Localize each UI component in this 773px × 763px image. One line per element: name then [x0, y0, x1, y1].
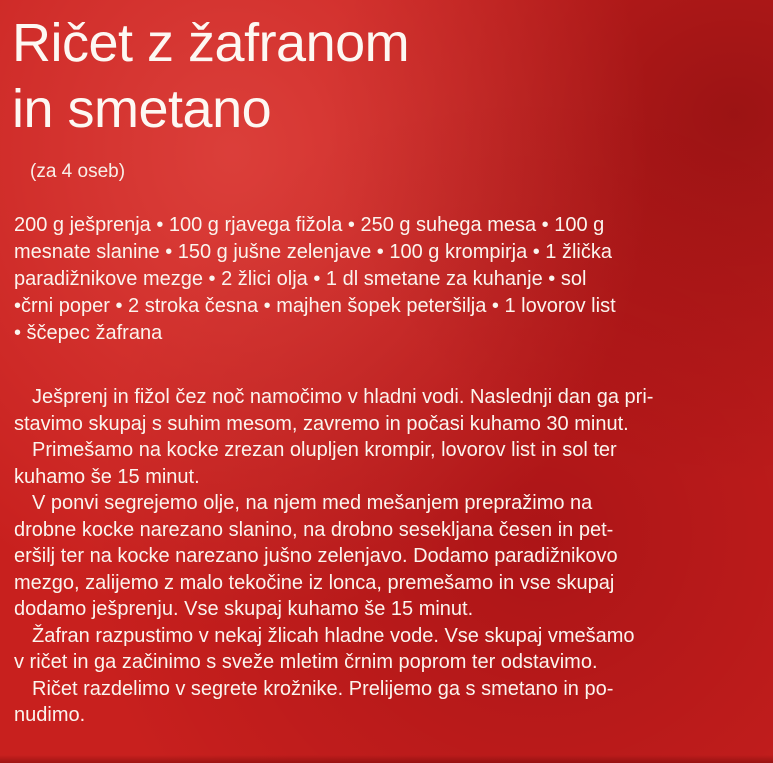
method-line: Ričet razdelimo v segrete krožnike. Prelijemo ga s smetano in po-: [32, 677, 614, 700]
ingredients-line: paradižnikove mezge • 2 žlici olja • 1 dl smetane za kuhanje • sol: [14, 268, 587, 290]
method-line: Ješprenj in fižol čez noč namočimo v hladni vodi. Naslednji dan ga pri-: [32, 386, 654, 408]
ingredients-line: •črni poper • 2 stroka česna • majhen šopek peteršilja • 1 lovorov list: [14, 295, 616, 317]
method-line: mezgo, zalijemo z malo tekočine iz lonca, premešamo in vse skupaj: [14, 571, 615, 594]
ingredients-list: [14, 212, 766, 347]
recipe-title-line: Ričet z žafranom: [12, 13, 410, 73]
ingredients-line: 200 g ješprenja • 100 g rjavega fižola • 250 g suhega mesa • 100 g: [14, 214, 605, 236]
method-line: v ričet in ga začinimo s sveže mletim črnim poprom ter odstavimo.: [14, 651, 598, 673]
method-line: eršilj ter na kocke narezano jušno zelenjavo. Dodamo paradižnikovo: [14, 545, 618, 567]
paper-edge-shade: [0, 755, 773, 763]
ingredients-line: • ščepec žafrana: [14, 322, 163, 344]
method-line: dodamo ješprenju. Vse skupaj kuhamo še 15 minut.: [14, 598, 474, 620]
method-line: drobne kocke narezano slanino, na drobno sesekljana česen in pet-: [14, 518, 614, 541]
method-text: [14, 384, 766, 729]
method-line: Primešamo na kocke zrezan olupljen krompir, lovorov list in sol ter: [32, 439, 617, 461]
method-line: V ponvi segrejemo olje, na njem med mešanjem prepražimo na: [32, 492, 593, 514]
ingredients-line: mesnate slanine • 150 g jušne zelenjave • 100 g krompirja • 1 žlička: [14, 241, 612, 263]
serving-size: (za 4 oseb): [30, 161, 126, 182]
method-line: stavimo skupaj s suhim mesom, zavremo in počasi kuhamo 30 minut.: [14, 412, 629, 435]
method-line: kuhamo še 15 minut.: [14, 465, 200, 488]
method-line: Žafran razpustimo v nekaj žlicah hladne vode. Vse skupaj vmešamo: [32, 624, 635, 647]
recipe-title: [12, 10, 409, 142]
recipe-title-line: in smetano: [12, 79, 272, 139]
method-line: nudimo.: [14, 704, 86, 726]
